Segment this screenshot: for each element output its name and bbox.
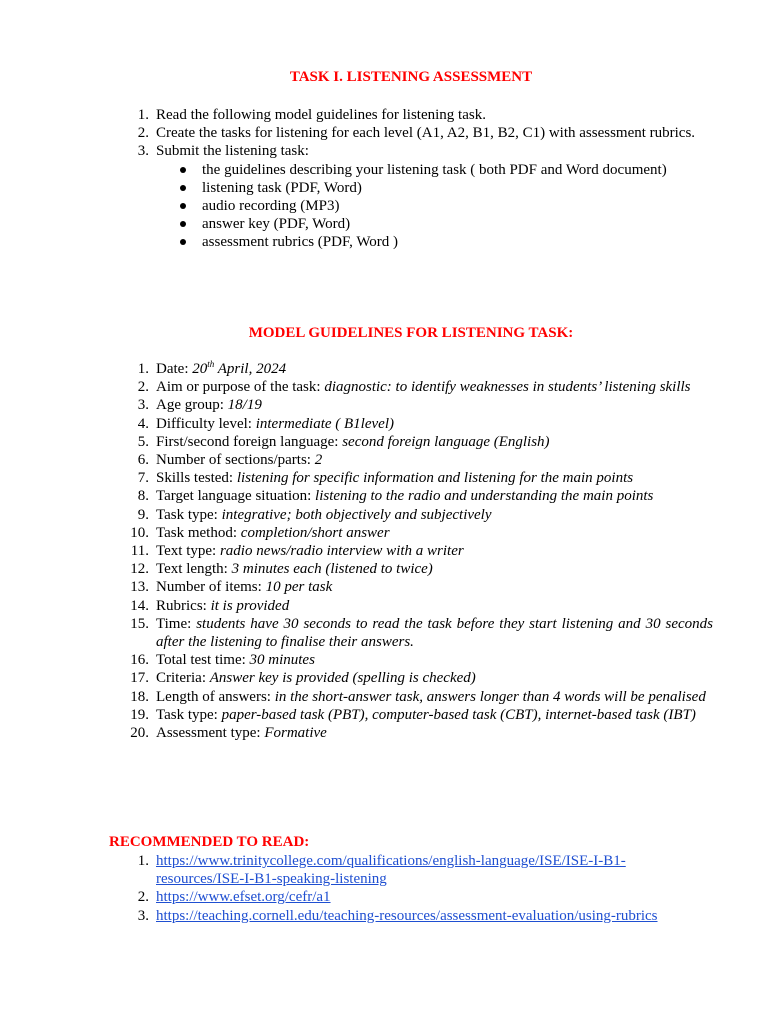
guidelines-list	[109, 360, 713, 742]
list-item: 17. Criteria: Answer key is provided (spelling is checked)	[130, 670, 476, 687]
recommended-title: RECOMMENDED TO READ:	[109, 834, 310, 850]
submission-bullets	[156, 161, 713, 252]
bullet-item: answer key (PDF, Word)	[156, 215, 713, 233]
recommended-links	[109, 852, 713, 925]
list-item: 4. Difficulty level: intermediate ( B1level)	[137, 415, 394, 432]
cornell-link[interactable]: https://teaching.cornell.edu/teaching-resources/assessment-evaluation/using-rubrics	[156, 907, 658, 924]
list-item: 5. First/second foreign language: second foreign language (English)	[137, 433, 550, 450]
list-item: 15. Time: students have 30 seconds to read the task before they start listening and 30 seconds after the listening to finalise their answers.	[130, 615, 714, 651]
bullet-icon	[180, 221, 186, 227]
bullet-item: the guidelines describing your listening task ( both PDF and Word document)	[156, 161, 713, 179]
bullet-icon	[180, 239, 186, 245]
list-item: 1. Read the following model guidelines for listening task.	[137, 107, 486, 123]
trinity-link[interactable]: https://www.trinitycollege.com/qualifications/english-language/ISE/ISE-I-B1-resources/ISE-I-B1-speaking-listening	[156, 853, 626, 888]
list-item: 6. Number of sections/parts: 2	[137, 452, 323, 469]
list-item: 7. Skills tested: listening for specific information and listening for the main points	[137, 470, 634, 487]
list-item: 1. Date: 20th April, 2024	[137, 359, 287, 377]
list-item: 13. Number of items: 10 per task	[130, 579, 333, 596]
list-item: 16. Total test time: 30 minutes	[130, 652, 315, 669]
efset-link[interactable]: https://www.efset.org/cefr/a1	[156, 889, 331, 906]
list-item: 3. Submit the listening task: the guidelines describing your listening task ( both PDF and Word document) listening task (PDF, Word) audio recording (MP3) answer key (PDF, Word) assessment rubrics (PDF, Word )	[109, 142, 713, 251]
instructions-list	[109, 106, 713, 252]
bullet-item: audio recording (MP3)	[156, 197, 713, 215]
list-item: 20. Assessment type: Formative	[130, 725, 327, 742]
list-item: 3. https://teaching.cornell.edu/teaching-resources/assessment-evaluation/using-rubrics	[137, 907, 658, 924]
list-item: 12. Text length: 3 minutes each (listened to twice)	[130, 561, 433, 578]
list-item: 18. Length of answers: in the short-answer task, answers longer than 4 words will be penalised	[130, 688, 706, 705]
list-item: 19. Task type: paper-based task (PBT), computer-based task (CBT), internet-based task (IBT)	[130, 706, 696, 723]
list-item: 8. Target language situation: listening to the radio and understanding the main points	[137, 488, 654, 505]
bullet-icon	[180, 185, 186, 191]
list-item: 14. Rubrics: it is provided	[130, 597, 290, 614]
list-item: 2. https://www.efset.org/cefr/a1	[137, 889, 331, 906]
bullet-icon	[180, 203, 186, 209]
list-item: 2. Aim or purpose of the task: diagnostic: to identify weaknesses in students’ listening skills	[137, 379, 691, 396]
bullet-icon	[180, 167, 186, 173]
bullet-item: assessment rubrics (PDF, Word )	[156, 233, 713, 251]
list-item: 11. Text type: radio news/radio interview with a writer	[130, 543, 464, 560]
list-item: 3. Age group: 18/19	[137, 397, 262, 414]
bullet-item: listening task (PDF, Word)	[156, 179, 713, 197]
task-title: TASK I. LISTENING ASSESSMENT	[289, 69, 533, 85]
list-item: 9. Task type: integrative; both objectively and subjectively	[137, 506, 492, 523]
list-item: 2. Create the tasks for listening for each level (A1, A2, B1, B2, C1) with assessment rubrics.	[137, 125, 696, 142]
guidelines-title: MODEL GUIDELINES FOR LISTENING TASK:	[248, 325, 574, 341]
list-item: 10. Task method: completion/short answer	[130, 524, 390, 541]
list-item: 1. https://www.trinitycollege.com/qualifications/english-language/ISE/ISE-I-B1-resources/ISE-I-B1-speaking-listening	[137, 853, 626, 888]
